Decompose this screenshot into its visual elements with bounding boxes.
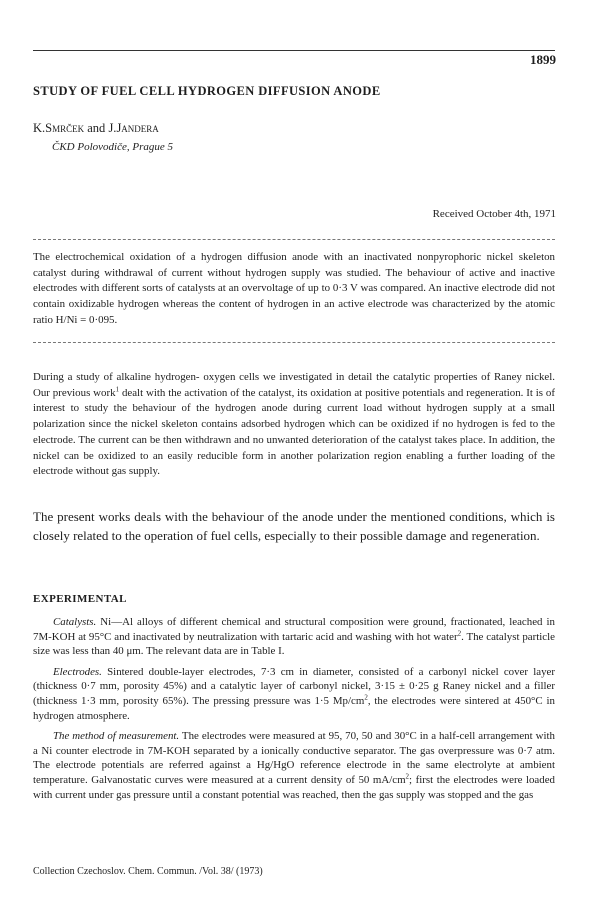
method-label: The method of measurement. <box>53 730 180 743</box>
abstract-top-rule <box>33 239 555 240</box>
intro-paragraph-2 <box>33 507 555 545</box>
reference-1: 1 <box>115 385 120 394</box>
catalysts-paragraph: Catalysts. Ni—Al alloys of different chemical and structural composition were ground, fractionated, leached in 7M-KOH at 95°C and inactivated by neutralization with tartaric acid and washing with hot water$^2$. The catalyst particle size was less than 40 μm. The relevant data are in Table I. <box>33 616 555 658</box>
intro-paragraph-1 <box>33 370 555 480</box>
reference-2: 2 <box>457 628 462 637</box>
abstract-text: The electrochemical oxidation of a hydrogen diffusion anode with an inactivated nonpyrophoric nickel skeleton catalyst during withdrawal of current without hydrogen supply was studied. The behaviour of active and inactive electrodes with different sorts of catalysts at an overvoltage of up to 0·3 V was compared. An inactive electrode did not contain oxidizable hydrogen whereas the content of hydrogen in an active electrode was characterized by the atomic ratio H/Ni = 0·095. <box>33 251 555 326</box>
journal-citation-footer: Collection Czechoslov. Chem. Commun. /Vol. 38/ (1973) <box>33 866 263 877</box>
header-rule <box>33 50 555 51</box>
electrodes-paragraph: Electrodes. Sintered double-layer electrodes, 7·3 cm in diameter, consisted of a carbonyl nickel cover layer (thickness 0·7 mm, porosity 45%) and a catalytic layer of carbonyl nickel, 3·15 ± 0·25 g Raney nickel and a filler (thickness 1·3 mm, porosity 65%). The pressing pressure was 1·5 $Mp/cm^2$, the electrodes were sintered at 450°C in hydrogen atmosphere. <box>33 665 556 722</box>
electrodes-label: Electrodes. <box>53 665 102 678</box>
article-title: STUDY OF FUEL CELL HYDROGEN DIFFUSION ANODE <box>33 84 381 98</box>
author1-initial: K. <box>33 121 46 135</box>
catalysts-label: Catalysts. <box>53 616 97 628</box>
author1-name: Smrček <box>45 121 85 135</box>
author2-initial: J. <box>108 121 117 135</box>
experimental-body <box>33 615 555 808</box>
page-number: 1899 <box>530 52 556 67</box>
affiliation: ČKD Polovodiče, Prague 5 <box>52 141 173 153</box>
section-heading-experimental: EXPERIMENTAL <box>33 593 127 605</box>
abstract-bottom-rule <box>33 342 555 343</box>
received-date: Received October 4th, 1971 <box>432 208 556 220</box>
intro-p1-text-a: During a study of alkaline hydrogen- oxygen cells we investigated in detail the catalytic properties of Raney nickel. Our previous work <box>33 371 555 399</box>
abstract <box>33 250 555 329</box>
author-line <box>33 121 159 136</box>
method-paragraph: The method of measurement. The electrodes were measured at 95, 70, 50 and 30°C in a half-cell arrangement with a Ni counter electrode in 7M-KOH separated by a ionically conductive separator. The gas overpressure was 0·7 atm. The electrode potentials are referred against a Hg/HgO reference electrode in the same electrolyte at ambient temperature. Galvanostatic curves were measured at a current density of 50 $mA/cm^2$; first the electrodes were loaded with current under gas pressure until a constant potential was reached, then the gas supply was stopped and the gas <box>33 730 555 801</box>
author-conjunction: and <box>84 121 109 135</box>
intro-p2-text: The present works deals with the behaviour of the anode under the mentioned conditions, which is closely related to the operation of fuel cells, especially to their possible damage and regeneration. <box>33 509 555 543</box>
intro-p1-text-b: dealt with the activation of the catalyst, its oxidation at positive potentials and regeneration. It is of interest to study the behaviour of the hydrogen anode during current load without hydrogen supply at a small polarization since the nickel skeleton contains adsorbed hydrogen which can be oxidized if no hydrogen is fed to the electrode. The current can be then withdrawn and no unwanted deterioration of the catalyst takes place. In addition, the nickel can be oxidized to an easily reducible form in another polarization region enabling a further loading of the electrode without gas supply. <box>33 386 555 478</box>
author2-name: Jandera <box>116 121 159 135</box>
